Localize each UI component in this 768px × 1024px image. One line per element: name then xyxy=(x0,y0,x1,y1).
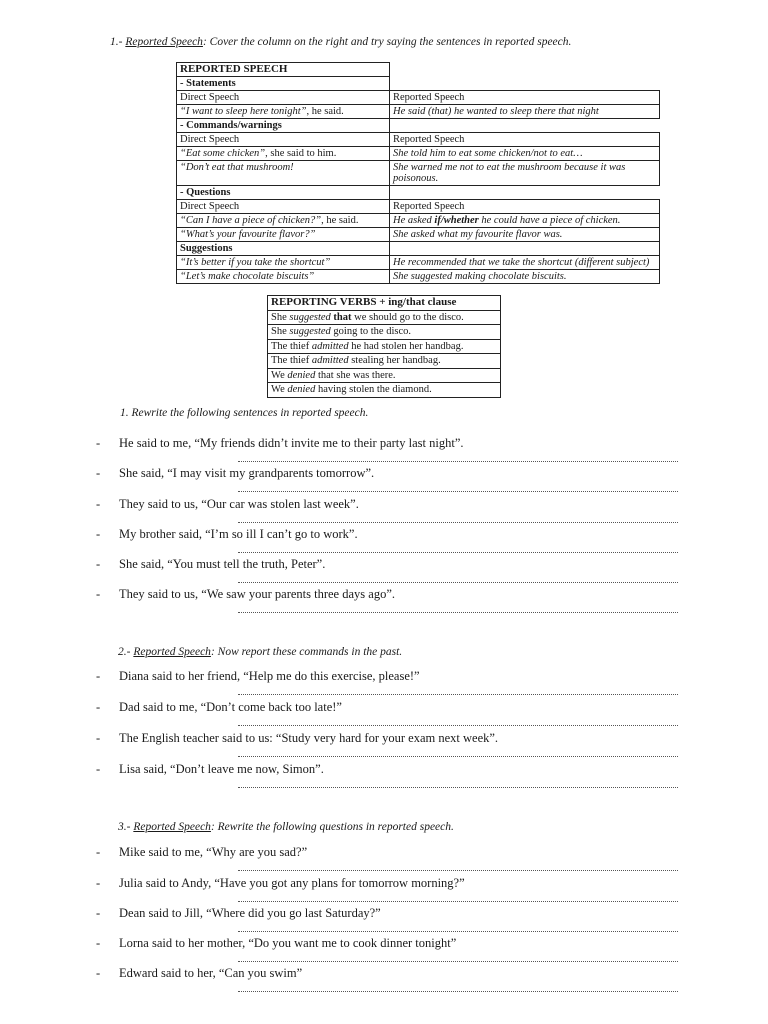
table-row: “Eat some chicken”, she said to him. She told him to eat some chicken/not to eat… xyxy=(177,147,660,161)
table-title: REPORTED SPEECH xyxy=(177,63,390,77)
answer-line[interactable] xyxy=(238,960,678,962)
answer-line[interactable] xyxy=(238,724,678,726)
column-header-direct: Direct Speech xyxy=(177,200,390,214)
exercise-1-instruction: 1. Rewrite the following sentences in reported speech. xyxy=(120,407,369,419)
answer-line[interactable] xyxy=(238,755,678,757)
table-row: The thief admitted he had stolen her handbag. xyxy=(268,339,501,354)
column-header-reported: Reported Speech xyxy=(390,91,660,105)
table-row: She suggested that we should go to the disco. xyxy=(268,310,501,325)
section-3-heading: 3.- Reported Speech: Rewrite the following questions in reported speech. xyxy=(118,821,454,833)
suggestions-header: Suggestions xyxy=(177,242,390,256)
answer-line[interactable] xyxy=(238,900,678,902)
reporting-verbs-header: REPORTING VERBS + ing/that clause xyxy=(268,296,501,311)
table-row: We denied that she was there. xyxy=(268,368,501,383)
commands-header: - Commands/warnings xyxy=(177,119,390,133)
table-row: “Can I have a piece of chicken?”, he said. He asked if/whether he could have a piece of chicken. xyxy=(177,214,660,228)
column-header-direct: Direct Speech xyxy=(177,133,390,147)
column-header-reported: Reported Speech xyxy=(390,133,660,147)
reporting-verbs-table xyxy=(267,295,501,398)
column-header-direct: Direct Speech xyxy=(177,91,390,105)
answer-line[interactable] xyxy=(238,521,678,523)
table-row: “It’s better if you take the shortcut” He recommended that we take the shortcut (different subject) xyxy=(177,256,660,270)
answer-line[interactable] xyxy=(238,611,678,613)
answer-line[interactable] xyxy=(238,581,678,583)
table-row: “Don’t eat that mushroom! She warned me not to eat the mushroom because it was poisonous. xyxy=(177,161,660,186)
table-row: The thief admitted stealing her handbag. xyxy=(268,354,501,369)
answer-line[interactable] xyxy=(238,551,678,553)
table-row: She suggested going to the disco. xyxy=(268,325,501,340)
table-row: “I want to sleep here tonight”, he said. He said (that) he wanted to sleep there that night xyxy=(177,105,660,119)
reported-speech-table xyxy=(176,62,660,284)
answer-line[interactable] xyxy=(238,990,678,992)
answer-line[interactable] xyxy=(238,869,678,871)
answer-line[interactable] xyxy=(238,693,678,695)
section-1-heading xyxy=(110,36,571,48)
section-1-title: Reported Speech xyxy=(125,36,203,48)
statements-header: - Statements xyxy=(177,77,390,91)
answer-line[interactable] xyxy=(238,460,678,462)
table-row: “What’s your favourite flavor?” She asked what my favourite flavor was. xyxy=(177,228,660,242)
answer-line[interactable] xyxy=(238,930,678,932)
answer-line[interactable] xyxy=(238,786,678,788)
section-1-instruction: : Cover the column on the right and try saying the sentences in reported speech. xyxy=(202,36,572,48)
section-1-number: 1.- xyxy=(110,36,123,48)
table-row: “Let’s make chocolate biscuits” She suggested making chocolate biscuits. xyxy=(177,270,660,284)
column-header-reported: Reported Speech xyxy=(390,200,660,214)
table-row: We denied having stolen the diamond. xyxy=(268,383,501,398)
section-2-heading: 2.- Reported Speech: Now report these commands in the past. xyxy=(118,646,403,658)
answer-line[interactable] xyxy=(238,490,678,492)
questions-header: - Questions xyxy=(177,186,390,200)
